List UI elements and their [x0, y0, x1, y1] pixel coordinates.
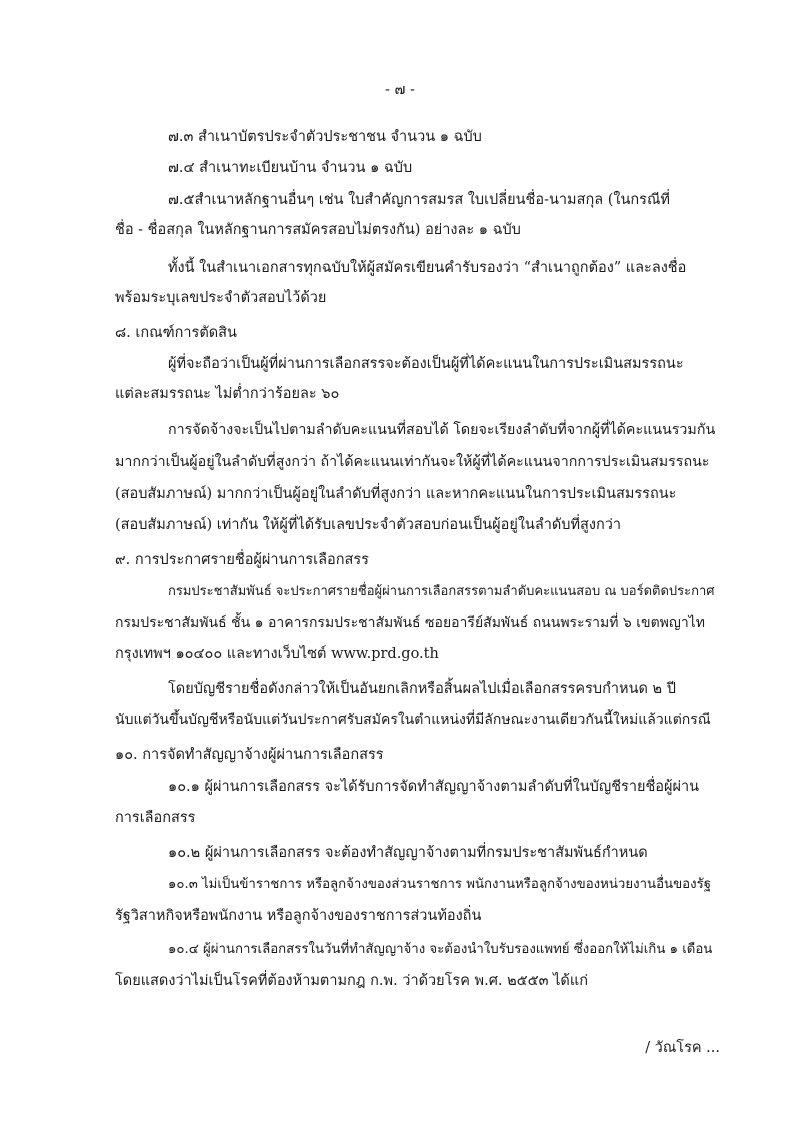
item-7-5-line-1: ๗.๕สำเนาหลักฐานอื่นๆ เช่น ใบสำคัญการสมรส ใบเปลี่ยนชื่อ-นามสกุล (ในกรณีที่ [168, 192, 670, 208]
page-continuation: / วัณโรค ... [645, 1040, 720, 1056]
section-8-para-1-line-1: ผู้ที่จะถือว่าเป็นผู้ที่ผ่านการเลือกสรรจะต้องเป็นผู้ที่ได้คะแนนในการประเมินสมรรถนะ [168, 356, 684, 372]
item-10-1-line-1: ๑๐.๑ ผู้ผ่านการเลือกสรร จะได้รับการจัดทำสัญญาจ้างตามลำดับที่ในบัญชีรายชื่อผู้ผ่าน [168, 779, 700, 795]
section-8-para-1-line-2: แต่ละสมรรถนะ ไม่ต่ำกว่าร้อยละ ๖๐ [115, 386, 340, 402]
page-number: - ๗ - [385, 82, 415, 98]
item-7-3: ๗.๓ สำเนาบัตรประจำตัวประชาชน จำนวน ๑ ฉบับ [168, 129, 482, 145]
section-8-para-2-line-1: การจัดจ้างจะเป็นไปตามลำดับคะแนนที่สอบได้ โดยจะเรียงลำดับที่จากผู้ที่ได้คะแนนรวมกัน [168, 422, 716, 438]
section-9-para-1-line-2: กรมประชาสัมพันธ์ ชั้น ๑ อาคารกรมประชาสัมพันธ์ ซอยอารีย์สัมพันธ์ ถนนพระรามที่ ๖ เขตพญาไท [115, 615, 705, 631]
section-9-para-1-line-1: กรมประชาสัมพันธ์ จะประกาศรายชื่อผู้ผ่านการเลือกสรรตามลำดับคะแนนสอบ ณ บอร์ดติดประกาศ [168, 584, 715, 599]
section-8-para-2-line-2: มากกว่าเป็นผู้อยู่ในลำดับที่สูงกว่า ถ้าได้คะแนนเท่ากันจะให้ผู้ที่ได้คะแนนจากการประเมินสมรรถนะ [115, 454, 710, 470]
item-10-4-line-1: ๑๐.๔ ผู้ผ่านการเลือกสรรในวันที่ทำสัญญาจ้าง จะต้องนำใบรับรองแพทย์ ซึ่งออกให้ไม่เกิน ๑ เดือน [168, 942, 713, 957]
section-8-heading: ๘. เกณฑ์การตัดสิน [115, 325, 237, 341]
item-10-4-line-2: โดยแสดงว่าไม่เป็นโรคที่ต้องห้ามตามกฎ ก.พ. ว่าด้วยโรค พ.ศ. ๒๕๕๓ ได้แก่ [115, 973, 588, 989]
section-9-para-1-line-3: กรุงเทพฯ ๑๐๔๐๐ และทางเว็บไซต์ www.prd.go.th [115, 646, 439, 662]
item-7-5-line-2: ชื่อ - ชื่อสกุล ในหลักฐานการสมัครสอบไม่ตรงกัน) อย่างละ ๑ ฉบับ [115, 222, 521, 238]
item-10-1-line-2: การเลือกสรร [115, 810, 196, 826]
section-7-note-line-1: ทั้งนี้ ในสำเนาเอกสารทุกฉบับให้ผู้สมัครเขียนคำรับรองว่า “สำเนาถูกต้อง” และลงชื่อ [168, 260, 687, 276]
section-10-heading: ๑๐. การจัดทำสัญญาจ้างผู้ผ่านการเลือกสรร [115, 747, 384, 763]
section-9-para-2-line-2: นับแต่วันขึ้นบัญชีหรือนับแต่วันประกาศรับสมัครในตำแหน่งที่มีลักษณะงานเดียวกันนี้ใหม่แล้วแต่กรณี [115, 712, 711, 728]
item-7-4: ๗.๔ สำเนาทะเบียนบ้าน จำนวน ๑ ฉบับ [168, 160, 413, 176]
item-10-3-line-2: รัฐวิสาหกิจหรือพนักงาน หรือลูกจ้างของราชการส่วนท้องถิ่น [115, 908, 482, 924]
section-8-para-2-line-3: (สอบสัมภาษณ์) มากกว่าเป็นผู้อยู่ในลำดับที่สูงกว่า และหากคะแนนในการประเมินสมรรถนะ [115, 486, 677, 502]
section-9-heading: ๙. การประกาศรายชื่อผู้ผ่านการเลือกสรร [115, 552, 369, 568]
section-9-para-2-line-1: โดยบัญชีรายชื่อดังกล่าวให้เป็นอันยกเลิกหรือสิ้นผลไปเมื่อเลือกสรรครบกำหนด ๒ ปี [168, 681, 676, 697]
item-10-3-line-1: ๑๐.๓ ไม่เป็นข้าราชการ หรือลูกจ้างของส่วนราชการ พนักงานหรือลูกจ้างของหน่วยงานอื่นของรัฐ [168, 877, 712, 892]
section-7-note-line-2: พร้อมระบุเลขประจำตัวสอบไว้ด้วย [115, 290, 327, 306]
section-8-para-2-line-4: (สอบสัมภาษณ์) เท่ากัน ให้ผู้ที่ได้รับเลขประจำตัวสอบก่อนเป็นผู้อยู่ในลำดับที่สูงกว่า [115, 517, 622, 533]
item-10-2: ๑๐.๒ ผู้ผ่านการเลือกสรร จะต้องทำสัญญาจ้างตามที่กรมประชาสัมพันธ์กำหนด [168, 845, 648, 861]
